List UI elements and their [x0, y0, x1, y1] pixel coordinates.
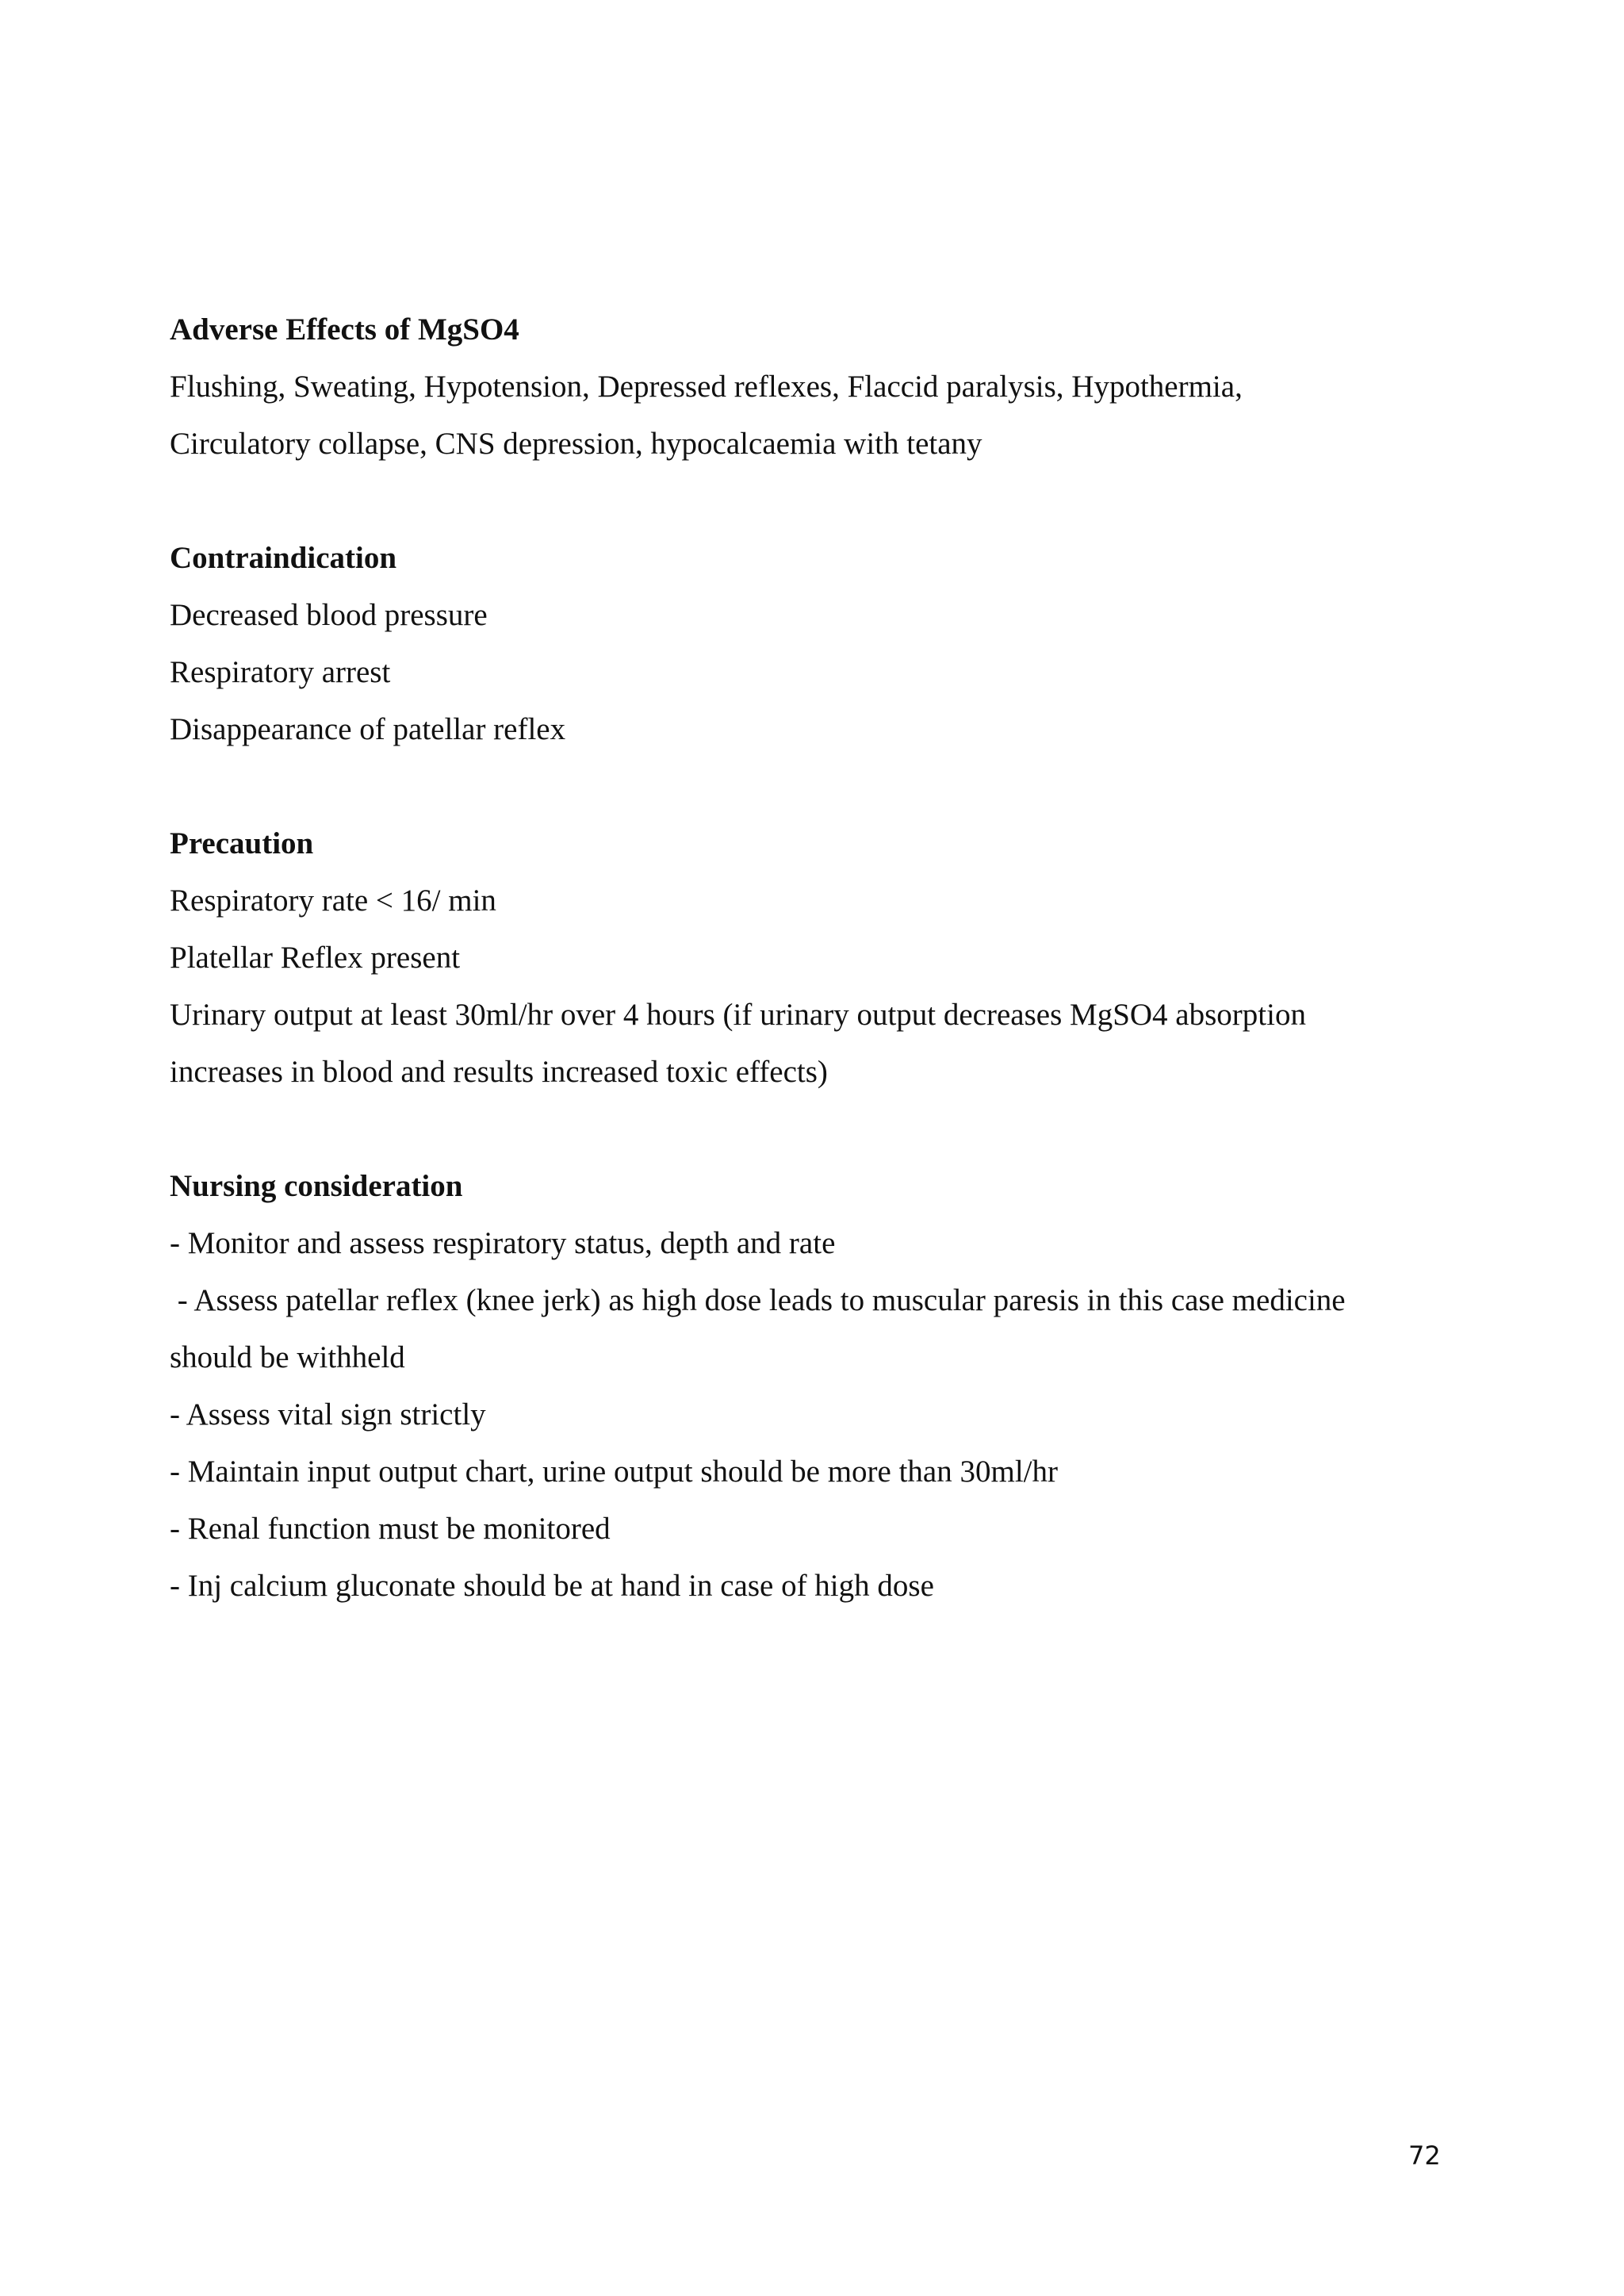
section-line: should be withheld — [170, 1340, 405, 1374]
section-line: Respiratory arrest — [170, 655, 391, 689]
section-line: - Maintain input output chart, urine output should be more than 30ml/hr — [170, 1455, 1058, 1489]
section-heading: Adverse Effects of MgSO4 — [170, 312, 519, 347]
section-nursing-consideration — [170, 1158, 1470, 1615]
section-line: - Renal function must be monitored — [170, 1512, 611, 1546]
section-line: Decreased blood pressure — [170, 598, 488, 632]
section-heading: Precaution — [170, 826, 314, 861]
section-adverse-effects — [170, 301, 1470, 473]
section-line: Circulatory collapse, CNS depression, hypocalcaemia with tetany — [170, 427, 982, 461]
section-line: - Monitor and assess respiratory status, depth and rate — [170, 1226, 836, 1260]
page-number: 72 — [1408, 2141, 1441, 2171]
section-precaution — [170, 815, 1470, 1101]
section-line: Respiratory rate < 16/ min — [170, 884, 496, 918]
section-heading: Nursing consideration — [170, 1169, 463, 1203]
section-line: Urinary output at least 30ml/hr over 4 hours (if urinary output decreases MgSO4 absorption — [170, 998, 1306, 1032]
section-line: Flushing, Sweating, Hypotension, Depressed reflexes, Flaccid paralysis, Hypothermia, — [170, 370, 1243, 404]
page-content — [170, 301, 1470, 1672]
section-line: increases in blood and results increased toxic effects) — [170, 1055, 828, 1089]
section-line: Disappearance of patellar reflex — [170, 712, 566, 746]
section-contraindication — [170, 530, 1470, 758]
section-line: - Inj calcium gluconate should be at hand in case of high dose — [170, 1569, 934, 1603]
section-heading: Contraindication — [170, 541, 397, 575]
section-line: - Assess patellar reflex (knee jerk) as high dose leads to muscular paresis in this case medicine — [170, 1283, 1346, 1317]
section-line: - Assess vital sign strictly — [170, 1397, 486, 1432]
section-line: Platellar Reflex present — [170, 941, 461, 975]
